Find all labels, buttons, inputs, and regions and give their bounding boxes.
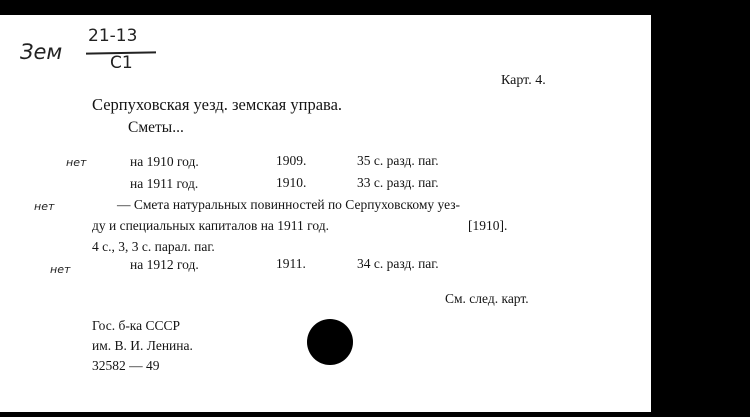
smeta-line-2: ду и специальных капиталов на 1911 год. xyxy=(92,218,329,233)
card-number: Карт. 4. xyxy=(501,73,546,88)
entry-1912-pub: 1911. xyxy=(276,256,306,271)
entry-1911-pub: 1910. xyxy=(276,175,307,190)
handwritten-zem: Зем xyxy=(20,40,63,64)
punch-hole xyxy=(307,319,353,365)
library-line-2: им. В. И. Ленина. xyxy=(92,338,193,353)
subheading: Сметы... xyxy=(128,119,184,136)
next-card-note: См. след. карт. xyxy=(445,291,529,306)
entry-1910-pub: 1909. xyxy=(276,153,307,168)
handwritten-code-bottom: С1 xyxy=(110,53,133,73)
catalog-card xyxy=(0,15,651,412)
entry-1911-pages: 33 с. разд. паг. xyxy=(357,175,439,190)
handwritten-code-top: 21-13 xyxy=(88,26,138,46)
entry-1912-pages: 34 с. разд. паг. xyxy=(357,256,439,271)
library-line-1: Гос. б-ка СССР xyxy=(92,318,181,333)
smeta-line-3: 4 с., 3, 3 с. парал. паг. xyxy=(92,239,215,254)
handwritten-net-2: нет xyxy=(34,200,55,213)
heading: Серпуховская уезд. земская управа. xyxy=(92,95,343,114)
smeta-line-1: — Смета натуральных повинностей по Серпуховскому уез- xyxy=(117,197,461,212)
library-line-3: 32582 — 49 xyxy=(92,358,160,373)
handwritten-net-3: нет xyxy=(50,263,71,276)
entry-1910-year: на 1910 год. xyxy=(130,154,199,169)
handwritten-net-1: нет xyxy=(66,156,87,169)
entry-1910-pages: 35 с. разд. паг. xyxy=(357,153,439,168)
entry-1912-year: на 1912 год. xyxy=(130,257,199,272)
entry-1911-year: на 1911 год. xyxy=(130,176,199,191)
smeta-line-2-year: [1910]. xyxy=(468,218,508,233)
